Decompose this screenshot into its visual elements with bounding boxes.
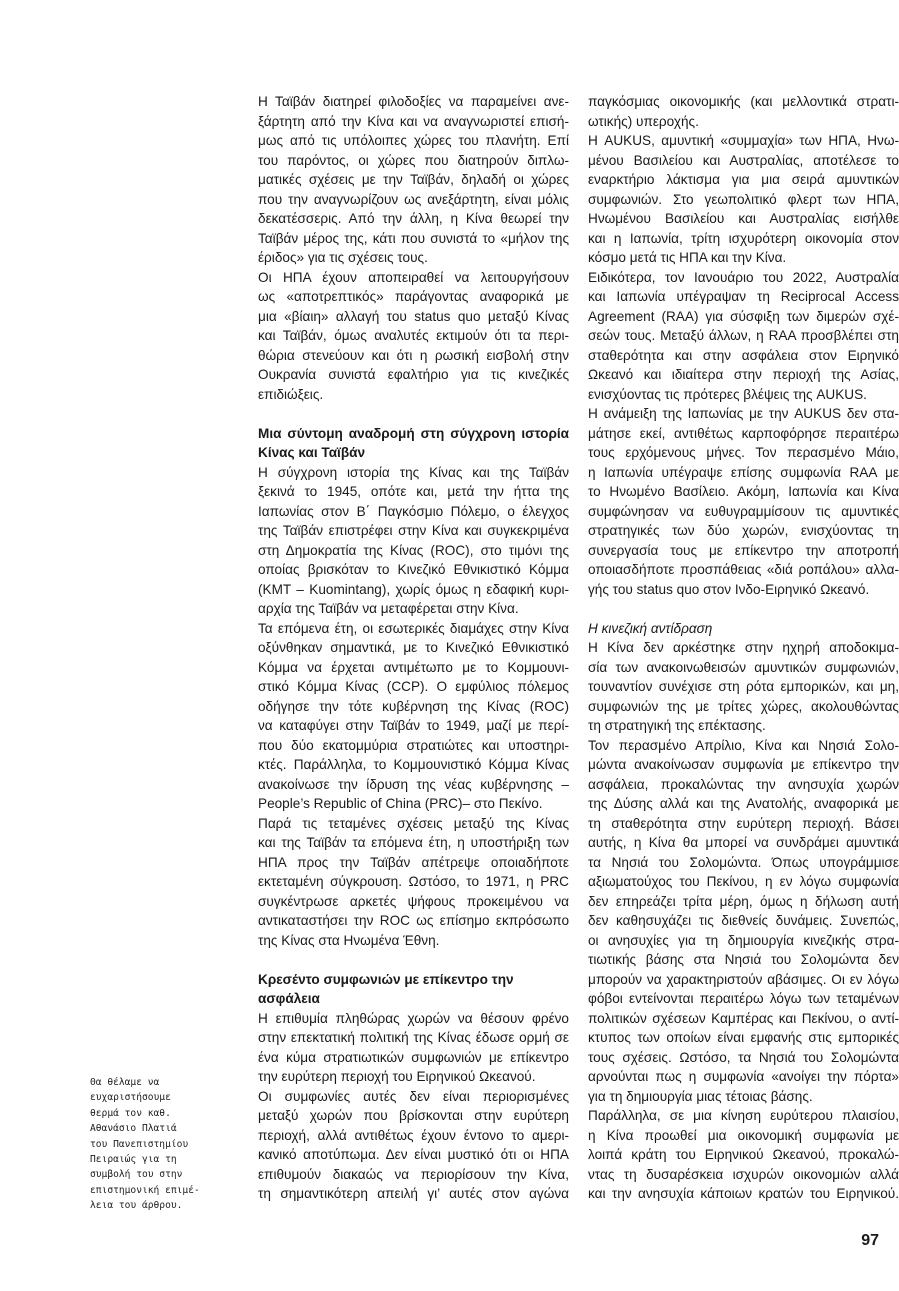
body-text-line: στην επεκτατική πολιτική της Κίνας έδωσε ορμή σε bbox=[258, 1030, 569, 1045]
body-text-line: η Ιαπωνία υπέγραψε επίσης συμφωνία RAA με bbox=[588, 464, 899, 480]
body-text-line: σταθερότητα και στην ασφάλεια στον Ειρηνικό bbox=[588, 347, 899, 363]
body-text-line: τη στρατηγική της επέκτασης. bbox=[588, 718, 766, 733]
section-heading-line: Η κινεζική αντίδραση bbox=[588, 620, 713, 636]
body-text-line: στρατηγικές των δύο χωρών, ενισχύοντας τη bbox=[588, 523, 899, 538]
body-text-line: Τον περασμένο Απρίλιο, Κίνα και Νησιά Σολο- bbox=[588, 737, 899, 753]
body-text-line: και Ταϊβάν, όμως αναλυτές εκτιμούν ότι τα περι- bbox=[258, 328, 569, 343]
body-text-line: ωτικής) υπεροχής. bbox=[588, 113, 699, 129]
acknowledgement-line: λεια του άρθρου. bbox=[90, 1200, 183, 1212]
body-text-line: θώρια στενεύουν και ότι η ρωσική εισβολή στην bbox=[258, 347, 569, 363]
body-text-line: συμφωνιών. Στο γεωπολιτικό φλερτ των ΗΠΑ, bbox=[588, 191, 899, 207]
body-text-line: μπορούν να χαρακτηριστούν αβάσιμες. Οι εν λόγω bbox=[588, 971, 899, 987]
body-text-line: τα Νησιά του Σολομώντα. Όπως υπογράμμισε bbox=[588, 854, 899, 870]
body-text-line: μάτησε εκεί, αντιθέτως καρποφόρησε περαιτέρω bbox=[588, 425, 899, 441]
body-text-line: ενισχύοντας τις πρότερες βλέψεις της AUKUS. bbox=[588, 386, 867, 402]
section-heading-line: Κρεσέντο συμφωνιών με επίκεντρο την bbox=[258, 971, 514, 987]
body-text-line: Κόμμα να έρχεται αντιμέτωπο με το Κομμουνι- bbox=[258, 659, 569, 675]
body-text-line: συγκέντρωσε αρκετές ψήφους προκειμένου να bbox=[258, 893, 569, 909]
body-text-line: ξάρτητη από την Κίνα και να αναγνωριστεί επισή- bbox=[258, 113, 569, 129]
body-text-line: και της Ταϊβάν τα επόμενα έτη, η υποστήριξη των bbox=[258, 835, 569, 850]
body-text-line: Οι ΗΠΑ έχουν αποπειραθεί να λειτουργήσουν bbox=[258, 269, 569, 285]
body-text-line: έριδος» για τις σχέσεις τους. bbox=[258, 250, 428, 265]
body-text-line: μως από τις υπόλοιπες χώρες του πλανήτη. Επί bbox=[258, 133, 569, 148]
body-text-line: Η ανάμειξη της Ιαπωνίας με την AUKUS δεν στα- bbox=[588, 406, 899, 421]
body-text-line: αντικαταστήσει την ROC ως επίσημο εκπρόσωπο bbox=[258, 913, 569, 928]
body-text-line: μεταξύ χωρών που βρίσκονται στην ευρύτερη bbox=[258, 1108, 569, 1123]
acknowledgement-line: του Πανεπιστημίου bbox=[90, 1138, 189, 1150]
body-text-line: κτυπος των οποίων είναι εμφανής στις εμπορικές bbox=[588, 1030, 899, 1045]
body-text-line: πολιτικών σχέσεων Καμπέρας και Πεκίνου, ο αντί- bbox=[588, 1010, 899, 1026]
body-text-line: Ηνωμένου Βασιλείου και Αυστραλίας εισήλθε bbox=[588, 211, 899, 226]
body-text-line: και η Ιαπωνία, τρίτη ισχυρότερη οικονομία στον bbox=[588, 230, 899, 246]
body-text-line: κανικό αποτύπωμα. Δεν είναι μυστικό ότι οι ΗΠΑ bbox=[258, 1147, 569, 1162]
body-text-line: οδήγησε την τότε κυβέρνηση της Κίνας (ROC) bbox=[258, 698, 569, 714]
body-text-line: Η Ταϊβάν διατηρεί φιλοδοξίες να παραμείνει ανε- bbox=[258, 94, 569, 109]
body-text-line: αρχία της Ταϊβάν να μεταφέρεται στην Κίνα. bbox=[258, 601, 519, 616]
body-text-line: οποίας βρισκόταν το Κινεζικό Εθνικιστικό Κόμμα bbox=[258, 562, 569, 577]
body-text-line: παγκόσμιας οικονομικής (και μελλοντικά στρατι- bbox=[588, 94, 899, 109]
paragraph-gap bbox=[258, 950, 569, 970]
body-text-line: Ταϊβάν μέρος της, κάτι που συνιστά το «μήλον της bbox=[258, 230, 569, 246]
body-text-line: κόσμο μετά τις ΗΠΑ και την Κίνα. bbox=[588, 250, 787, 265]
body-text-line: ντας τη δυσαρέσκεια ισχυρών οικονομιών αλλά bbox=[588, 1166, 899, 1182]
body-text-line: Agreement (RAA) για σύσφιξη των διμερών σχέ- bbox=[588, 308, 899, 324]
body-text-line: Ιαπωνίας στον Β΄ Παγκόσμιο Πόλεμο, ο έλεγχος bbox=[258, 503, 569, 519]
body-text-line: για τη δημιουργία μιας τέτοιας βάσης. bbox=[588, 1088, 813, 1104]
body-text-line: δεν καθησυχάζει τις διεθνείς δυνάμεις. Συνεπώς, bbox=[588, 913, 899, 928]
acknowledgement-line: Πειραιώς για τη bbox=[90, 1154, 177, 1166]
body-text-line: που την αναγνωρίζουν ως ανεξάρτητη, είναι μόλις bbox=[258, 191, 569, 207]
body-text-line: οι ανησυχίες για τη δημιουργία κινεζικής στρα- bbox=[588, 932, 899, 948]
body-text-line: (KMT – Kuomintang), χωρίς όμως η εδαφική κυρι- bbox=[258, 581, 569, 597]
body-text-line: της Ταϊβάν επιστρέφει στην Κίνα και συγκεκριμένα bbox=[258, 523, 569, 538]
body-text-line: στη Δημοκρατία της Κίνας (ROC), στο τιμόνι της bbox=[258, 542, 569, 558]
paragraph-gap bbox=[588, 599, 899, 619]
section-heading-line: Μια σύντομη αναδρομή στη σύγχρονη ιστορία bbox=[258, 425, 569, 441]
acknowledgement-line: επιστημονική επιμέ- bbox=[90, 1184, 200, 1196]
body-text-line: που δύο εκατομμύρια στρατιώτες και υποστηρι- bbox=[258, 737, 569, 753]
body-text-line: της Δύσης αλλά και της Ανατολής, αναφορικά με bbox=[588, 796, 899, 811]
body-text-line: και Ιαπωνία υπέγραψαν τη Reciprocal Access bbox=[588, 289, 899, 304]
body-text-line: ξεκινά το 1945, οπότε και, μετά την ήττα της bbox=[258, 484, 569, 499]
body-text-line: γής του status quo στον Ινδο-Ειρηνικό Ωκεανό. bbox=[588, 581, 870, 597]
body-text-line: μια «βίαιη» αλλαγή του status quo μεταξύ Κίνας bbox=[258, 308, 569, 324]
body-text-line: ματικές σχέσεις με την Ταϊβάν, δηλαδή οι χώρες bbox=[258, 172, 569, 187]
acknowledgement-note bbox=[90, 1075, 230, 1214]
body-text-line: λοιπά κράτη του Ειρηνικού Ωκεανού, προκαλώ- bbox=[588, 1147, 899, 1162]
body-text-line: ως «αποτρεπτικός» παράγοντας αναφορικά με bbox=[258, 289, 569, 304]
paragraph-gap bbox=[258, 404, 569, 424]
body-text-line: επιθυμούν διακαώς να περιορίσουν την Κίνα, bbox=[258, 1166, 569, 1182]
body-text-line: δεκατέσσερις. Από την άλλη, η Κίνα θεωρεί την bbox=[258, 211, 569, 226]
body-text-line: Οι συμφωνίες αυτές δεν είναι περιορισμένες bbox=[258, 1088, 569, 1104]
article-right-column bbox=[588, 92, 899, 1204]
body-text-line: Η AUKUS, αμυντική «συμμαχία» των ΗΠΑ, Ηνω- bbox=[588, 133, 899, 148]
body-text-line: People’s Republic of China (PRC)– στο Πεκίνο. bbox=[258, 796, 543, 811]
page-number: 97 bbox=[861, 1232, 879, 1249]
body-text-line: αρνούνται πως η συμφωνία «ανοίγει την πόρτα» bbox=[588, 1069, 899, 1084]
body-text-line: Ουκρανία συνιστά εφαλτήριο για τις κινεζικές bbox=[258, 367, 569, 382]
body-text-line: Η σύγχρονη ιστορία της Κίνας και της Ταϊβάν bbox=[258, 464, 569, 480]
body-text-line: δεν επηρεάζει τρίτα μέρη, όμως η δήλωση αυτή bbox=[588, 893, 899, 909]
body-text-line: Παράλληλα, σε μια κίνηση ευρύτερου πλαισίου, bbox=[588, 1108, 899, 1123]
body-text-line: Ειδικότερα, τον Ιανουάριο του 2022, Αυστραλία bbox=[588, 269, 899, 285]
body-text-line: μώντα ανακοίνωσαν συμφωνία με επίκεντρο την bbox=[588, 757, 899, 772]
body-text-line: τη σημαντικότερη απειλή γι’ αυτές στον αγώνα bbox=[258, 1186, 569, 1201]
body-text-line: συνεργασία τους με επίκεντρο την αποτροπή bbox=[588, 542, 899, 558]
body-text-line: εναρκτήριο λάκτισμα για μια σειρά αμυντικών bbox=[588, 172, 899, 187]
body-text-line: επιδιώξεις. bbox=[258, 386, 324, 402]
body-text-line: την ευρύτερη περιοχή του Ειρηνικού Ωκεανού. bbox=[258, 1069, 536, 1084]
body-text-line: και την ανησυχία κάποιων κρατών του Ειρηνικού. bbox=[588, 1186, 899, 1201]
body-text-line: της Κίνας στα Ηνωμένα Έθνη. bbox=[258, 932, 440, 948]
body-text-line: αυτής, η Κίνα θα μπορεί να συνδράμει αμυντικά bbox=[588, 835, 899, 850]
acknowledgement-line: συμβολή του στην bbox=[90, 1169, 183, 1181]
body-text-line: αξιωματούχος του Πεκίνου, η εν λόγω συμφωνία bbox=[588, 874, 899, 889]
body-text-line: τουναντίον συνέχισε στη ρότα εμπορικών, και μη, bbox=[588, 679, 899, 694]
body-text-line: τους σχέσεις. Ωστόσο, τα Νησιά του Σολομώντα bbox=[588, 1049, 899, 1065]
section-heading-line: Κίνας και Ταϊβάν bbox=[258, 445, 366, 460]
body-text-line: μένου Βασιλείου και Αυστραλίας, αποτέλεσε το bbox=[588, 152, 899, 168]
body-text-line: η Κίνα προωθεί μια οικονομική συμφωνία με bbox=[588, 1127, 899, 1143]
body-text-line: Η επιθυμία πληθώρας χωρών να θέσουν φρένο bbox=[258, 1010, 569, 1026]
body-text-line: τους ερχόμενους μήνες. Τον περασμένο Μάιο, bbox=[588, 445, 899, 460]
acknowledgement-line: Θα θέλαμε να bbox=[90, 1077, 160, 1088]
section-heading-line: ασφάλεια bbox=[258, 991, 320, 1006]
body-text-line: Παρά τις τεταμένες σχέσεις μεταξύ της Κίνας bbox=[258, 815, 569, 831]
acknowledgement-line: θερμά τον καθ. bbox=[90, 1107, 171, 1119]
body-text-line: συμφωνιών της με τρίτες χώρες, ακολουθώντας bbox=[588, 698, 899, 714]
body-text-line: Η Κίνα δεν αρκέστηκε στην ηχηρή αποδοκιμα- bbox=[588, 640, 899, 655]
acknowledgement-line: Αθανάσιο Πλατιά bbox=[90, 1123, 177, 1135]
body-text-line: Ωκεανό και ιδιαίτερα στην περιοχή της Ασίας, bbox=[588, 367, 899, 382]
body-text-line: σεών τους. Μεταξύ άλλων, η RAA προσβλέπει στη bbox=[588, 328, 899, 343]
body-text-line: κτές. Παράλληλα, το Κομμουνιστικό Κόμμα Κίνας bbox=[258, 757, 569, 772]
body-text-line: σία των ανακοινωθεισών αμυντικών συμφωνιών, bbox=[588, 659, 899, 675]
acknowledgement-line: ευχαριστήσουμε bbox=[90, 1092, 171, 1104]
body-text-line: εκτεταμένη σύγκρουση. Ωστόσο, το 1971, η PRC bbox=[258, 874, 569, 889]
body-text-line: οποιασδήποτε προσπάθειας «διά ροπάλου» αλλα- bbox=[588, 562, 899, 577]
body-text-line: να καταφύγει στην Ταϊβάν το 1949, μαζί με περί- bbox=[258, 718, 569, 733]
article-left-column bbox=[258, 92, 569, 1204]
body-text-line: τιωτικής βάσης στα Νησιά του Σολομώντα δεν bbox=[588, 952, 899, 967]
body-text-line: φόβοι εντείνονται περαιτέρω λόγω των τεταμένων bbox=[588, 991, 899, 1006]
body-text-line: τη σταθερότητα στην ευρύτερη περιοχή. Βάσει bbox=[588, 815, 899, 831]
body-text-line: περιοχή, αλλά αντιθέτως έχουν έντονο το αμερι- bbox=[258, 1127, 569, 1143]
body-text-line: ένα κύμα στρατιωτικών συμφωνιών με επίκεντρο bbox=[258, 1049, 569, 1065]
body-text-line: ανακοίνωσε την ίδρυση της νέας κυβέρνησης – bbox=[258, 776, 569, 792]
body-text-line: στικό Κόμμα Κίνας (CCP). Ο εμφύλιος πόλεμος bbox=[258, 679, 569, 694]
body-text-line: συμφώνησαν να ευθυγραμμίσουν τις αμυντικές bbox=[588, 503, 899, 519]
body-text-line: ασφάλεια, προκαλώντας την ανησυχία χωρών bbox=[588, 776, 899, 792]
body-text-line: του παρόντος, οι χώρες που διατηρούν διπλω- bbox=[258, 152, 569, 168]
body-text-line: το Ηνωμένο Βασίλειο. Ακόμη, Ιαπωνία και Κίνα bbox=[588, 484, 899, 499]
body-text-line: ΗΠΑ προς την Ταϊβάν απέτρεψε οποιαδήποτε bbox=[258, 854, 569, 870]
body-text-line: οξύνθηκαν σημαντικά, με το Κινεζικό Εθνικιστικό bbox=[258, 640, 569, 655]
body-text-line: Τα επόμενα έτη, οι εσωτερικές διαμάχες στην Κίνα bbox=[258, 620, 569, 636]
